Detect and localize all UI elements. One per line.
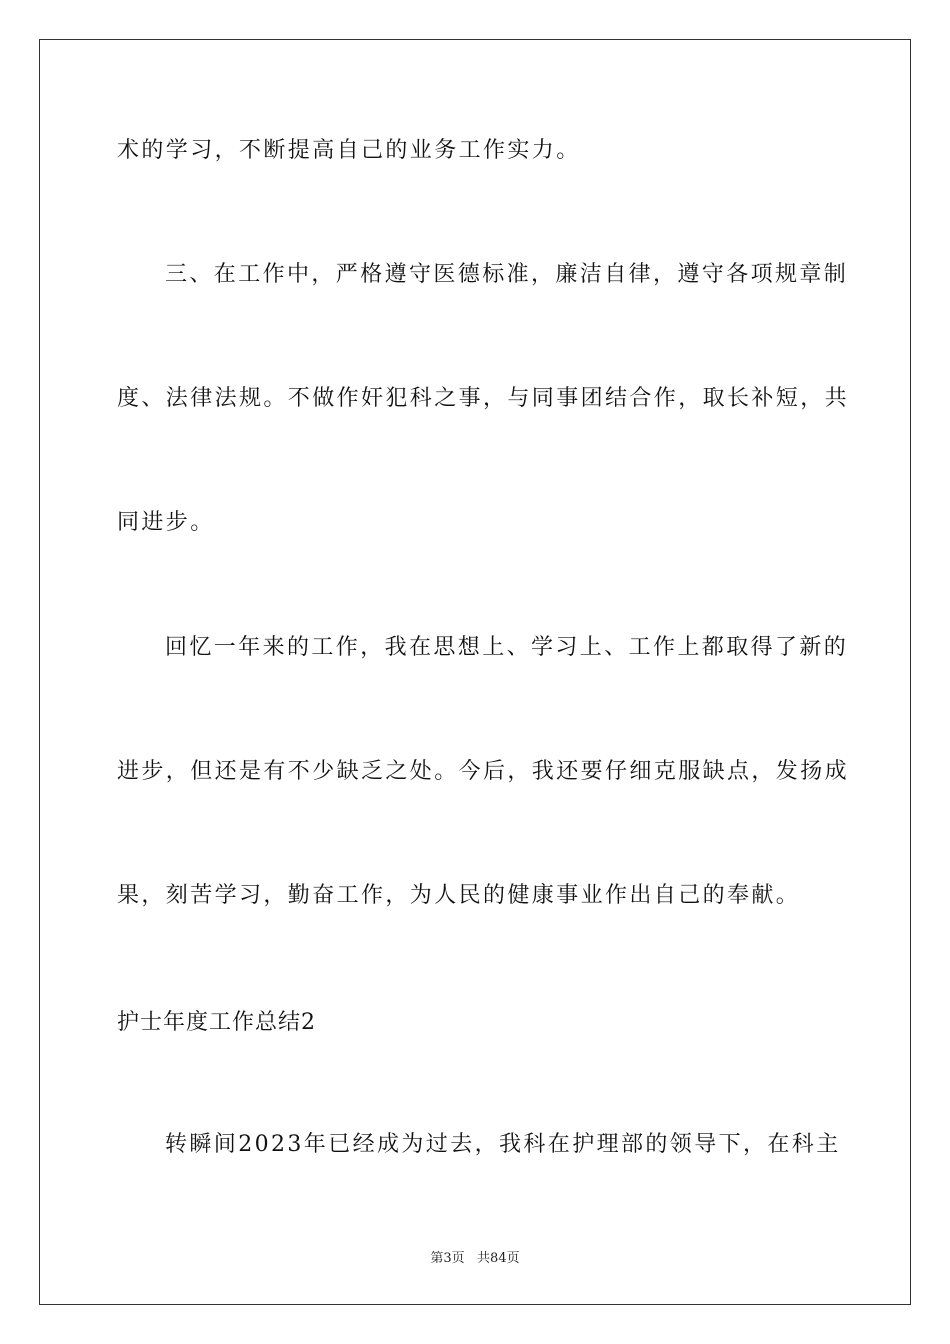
text-line-3: 度、法律法规。不做作奸犯科之事，与同事团结合作，取长补短，共 <box>117 386 850 411</box>
text-line-7: 果，刻苦学习，勤奋工作，为人民的健康事业作出自己的奉献。 <box>117 883 801 908</box>
text-line-4: 同进步。 <box>117 510 215 535</box>
text-line-1: 术的学习，不断提高自己的业务工作实力。 <box>117 138 581 163</box>
page-frame <box>39 39 911 1305</box>
text-line-9: 转瞬间2023年已经成为过去，我科在护理部的领导下，在科主 <box>165 1132 841 1157</box>
text-line-6: 进步，但还是有不少缺乏之处。今后，我还要仔细克服缺点，发扬成 <box>117 759 850 784</box>
text-line-5: 回忆一年来的工作，我在思想上、学习上、工作上都取得了新的 <box>165 635 849 660</box>
section-heading: 护士年度工作总结2 <box>117 1010 316 1035</box>
page-footer: 第3页 共84页 <box>430 1251 520 1266</box>
text-line-2: 三、在工作中，严格遵守医德标准，廉洁自律，遵守各项规章制 <box>165 262 849 287</box>
